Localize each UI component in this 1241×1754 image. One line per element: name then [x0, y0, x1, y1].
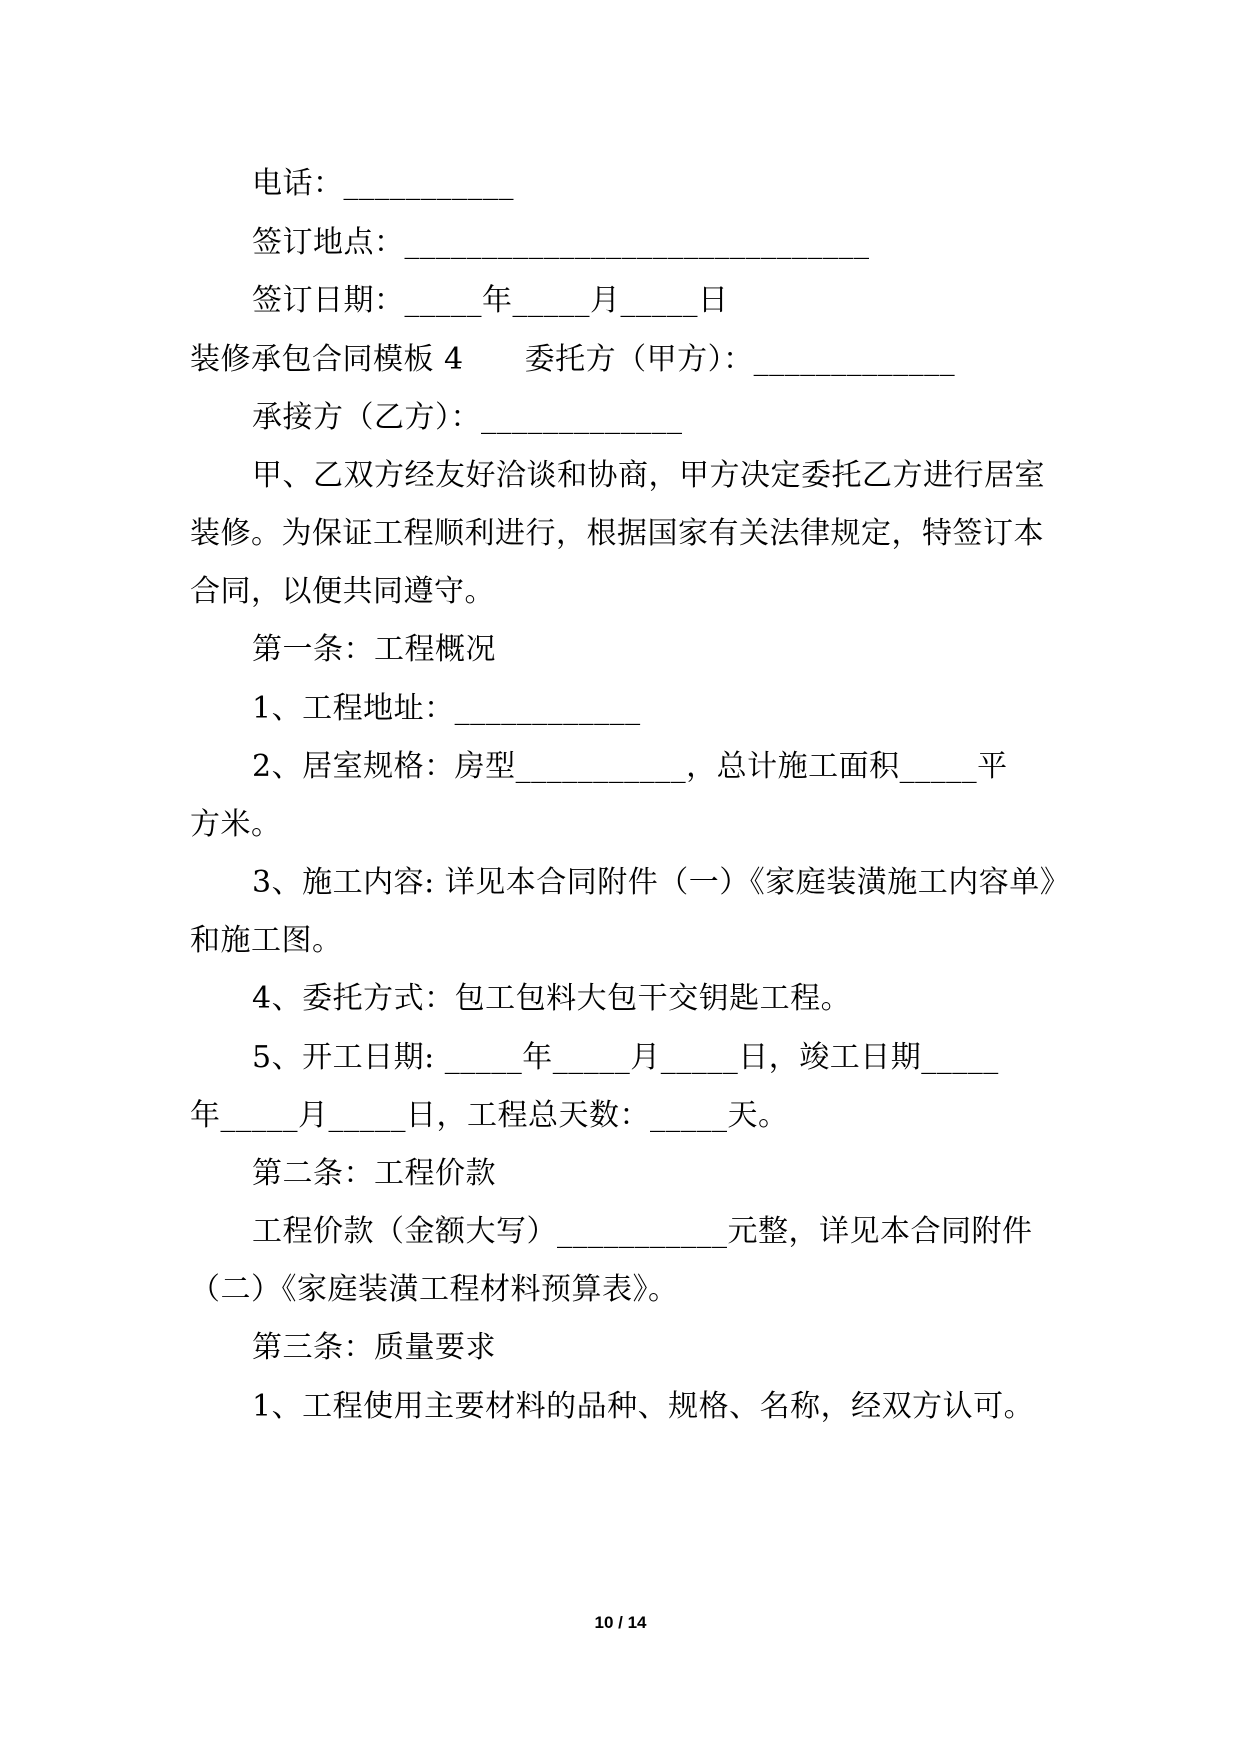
phone-line: 电话：___________: [252, 166, 514, 201]
clause-line: 1、工程地址：____________: [252, 691, 641, 726]
clause-line: 4、委托方式：包工包料大包干交钥匙工程。: [252, 981, 852, 1016]
paragraph-line: 甲、乙双方经友好洽谈和协商，甲方决定委托乙方进行居室: [252, 458, 1045, 493]
contractor-line: 承接方（乙方）：_____________: [252, 400, 683, 435]
template-title-client-line: 装修承包合同模板 4 委托方（甲方）：_____________: [190, 342, 956, 377]
article-heading: 第三条：质量要求: [252, 1330, 496, 1365]
paragraph-line: 装修。为保证工程顺利进行，根据国家有关法律规定，特签订本: [190, 516, 1044, 551]
paragraph-line: 工程价款（金额大写）___________元整，详见本合同附件: [252, 1214, 1033, 1249]
clause-line: 方米。: [190, 807, 282, 842]
page-number: 10 / 14: [594, 1613, 647, 1632]
paragraph-line: （二）《家庭装潢工程材料预算表》。: [190, 1272, 679, 1307]
article-heading: 第二条：工程价款: [252, 1156, 496, 1191]
paragraph-line: 合同，以便共同遵守。: [190, 574, 495, 609]
clause-line: 1、工程使用主要材料的品种、规格、名称，经双方认可。: [252, 1389, 1035, 1424]
clause-line: 年_____月_____日，工程总天数：_____天。: [190, 1098, 789, 1133]
clause-line: 3、施工内容: 详见本合同附件（一）《家庭装潢施工内容单》: [252, 865, 1071, 900]
article-heading: 第一条：工程概况: [252, 632, 496, 667]
signing-place-line: 签订地点：______________________________: [252, 225, 870, 260]
signing-date-line: 签订日期：_____年_____月_____日: [252, 283, 729, 318]
clause-line: 2、居室规格：房型___________，总计施工面积_____平: [252, 749, 1008, 784]
clause-line: 5、开工日期: _____年_____月_____日，竣工日期_____: [252, 1040, 999, 1075]
clause-line: 和施工图。: [190, 923, 343, 958]
